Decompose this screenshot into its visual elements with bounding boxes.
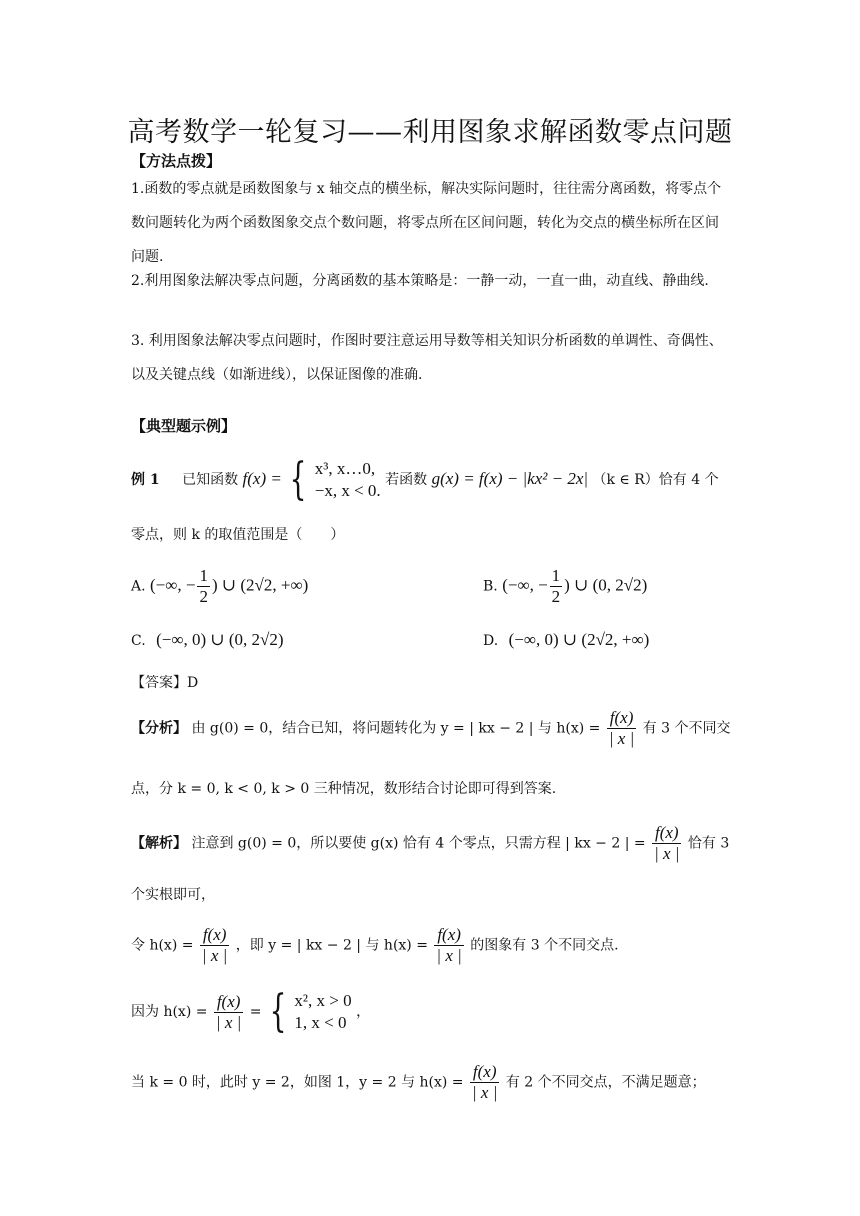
example-heading: 【典型题示例】 [131, 417, 237, 435]
piecewise-cases [315, 458, 381, 502]
fraction-fx-over-absx [214, 992, 243, 1033]
frac-num: 1 [551, 566, 561, 585]
example1-question: 零点，则 k 的取值范围是（ ） [131, 527, 345, 543]
fraction-fx-over-absx [607, 708, 636, 749]
example1-fx: f(x) = [242, 469, 282, 488]
page-title: 高考数学一轮复习——利用图象求解函数零点问题 [127, 117, 733, 148]
analysis-line-2: 点，分 k = 0, k < 0, k > 0 三种情况，数形结合讨论即可得到答案. [131, 781, 557, 797]
method-point-2: 2.利用图象法解决零点问题，分离函数的基本策略是：一静一动，一直一曲，动直线、静曲线. [131, 273, 709, 289]
fraction-fx-over-absx [470, 1062, 499, 1103]
solution-t1: 注意到 g(0) = 0，所以要使 g(x) 恰有 4 个零点，只需方程 | kx − 2 | = [191, 835, 646, 852]
method-point-3: 3. 利用图象法解决零点问题时，作图时要注意运用导数等相关知识分析函数的单调性、奇偶性、以及关键点线（如渐进线），以保证图像的准确. [131, 333, 723, 383]
option-b-expr-1: (−∞, − [502, 575, 548, 595]
analysis-line-1 [131, 708, 731, 749]
case-1: x³, x…0, [314, 459, 376, 478]
solution-line-5 [131, 1062, 706, 1103]
case-1: x², x > 0 [294, 991, 352, 1010]
method-heading: 【方法点拨】 [131, 152, 222, 170]
frac-den: | x | [472, 1083, 498, 1102]
solution-line-3 [131, 925, 619, 966]
method-point-1: 1.函数的零点就是函数图象与 x 轴交点的横坐标，解决实际问题时，往往需分离函数，将零点个数问题转化为两个函数图象交点个数问题，将零点所在区间问题，转化为交点的横坐标所在区间问题. [131, 181, 722, 265]
frac-num: f(x) [214, 992, 243, 1013]
frac-num: f(x) [652, 823, 681, 844]
example1-statement [131, 454, 719, 505]
frac-num: f(x) [470, 1062, 499, 1083]
option-a [131, 566, 308, 607]
case-2: 1, x < 0 [294, 1013, 347, 1032]
fraction-fx-over-absx [434, 925, 463, 966]
piecewise-cases [294, 990, 351, 1034]
option-d-expr: (−∞, 0) ∪ (2√2, +∞) [508, 630, 650, 649]
frac-num: f(x) [607, 708, 636, 729]
example1-text-c: （k ∈ R）恰有 4 个 [592, 472, 719, 488]
left-brace: { [289, 454, 307, 505]
frac-num: f(x) [434, 925, 463, 946]
option-b-label: B. [483, 578, 498, 595]
option-a-expr-2: ) ∪ (2√2, +∞) [211, 575, 309, 595]
frac-num: 1 [199, 566, 208, 585]
option-c-expr: (−∞, 0) ∪ (0, 2√2) [156, 630, 284, 649]
solution-t4b: ，即 y = | kx − 2 | 与 h(x) = [235, 937, 428, 954]
option-c [131, 630, 284, 650]
fraction-fx-over-absx [200, 925, 229, 966]
left-brace: { [269, 986, 287, 1037]
option-a-expr-1: (−∞, − [150, 575, 196, 595]
option-a-label: A. [131, 578, 146, 595]
solution-t5d: ， [356, 1004, 371, 1020]
analysis-label: 【分析】 [131, 720, 187, 737]
solution-line-4 [131, 986, 371, 1037]
analysis-t2: 有 3 个不同交 [642, 720, 731, 737]
example1-text-a: 已知函数 [182, 472, 239, 488]
solution-t4c: 的图象有 3 个不同交点. [470, 937, 619, 954]
option-d [483, 630, 649, 650]
example1-label: 例 1 [131, 472, 160, 488]
frac-den: | x | [608, 729, 635, 748]
frac-den: 2 [199, 587, 208, 606]
analysis-t1: 由 g(0) = 0，结合已知，将问题转化为 y = | kx − 2 | 与 h(x) = [191, 720, 601, 737]
solution-line-1 [131, 823, 729, 864]
solution-t6b: 有 2 个不同交点，不满足题意； [505, 1074, 706, 1091]
solution-t5a: 因为 h(x) = [131, 1004, 208, 1020]
case-2: −x, x < 0. [314, 481, 381, 500]
solution-label: 【解析】 [131, 835, 187, 852]
solution-t4a: 令 h(x) = [131, 937, 194, 954]
solution-t2: 恰有 3 [687, 835, 730, 852]
solution-t6a: 当 k = 0 时，此时 y = 2，如图 1，y = 2 与 h(x) = [131, 1074, 464, 1091]
frac-den: | x | [215, 1012, 242, 1032]
option-c-label: C. [131, 633, 146, 649]
fraction-half [550, 566, 563, 607]
example1-gx: g(x) = f(x) − |kx² − 2x| [431, 469, 589, 488]
solution-t5b: = [249, 1004, 262, 1020]
solution-line-2: 个实根即可， [131, 887, 215, 903]
frac-den: | x | [436, 946, 462, 965]
option-b [483, 566, 647, 607]
example1-text-b: 若函数 [385, 472, 428, 488]
fraction-half [197, 566, 210, 607]
option-d-label: D. [483, 633, 499, 649]
frac-den: | x | [201, 946, 228, 965]
option-b-expr-2: ) ∪ (0, 2√2) [564, 575, 648, 595]
fraction-fx-over-absx [652, 823, 681, 864]
frac-den: | x | [654, 844, 680, 863]
answer: 【答案】D [131, 675, 199, 691]
frac-num: f(x) [200, 925, 229, 946]
frac-den: 2 [551, 587, 561, 606]
